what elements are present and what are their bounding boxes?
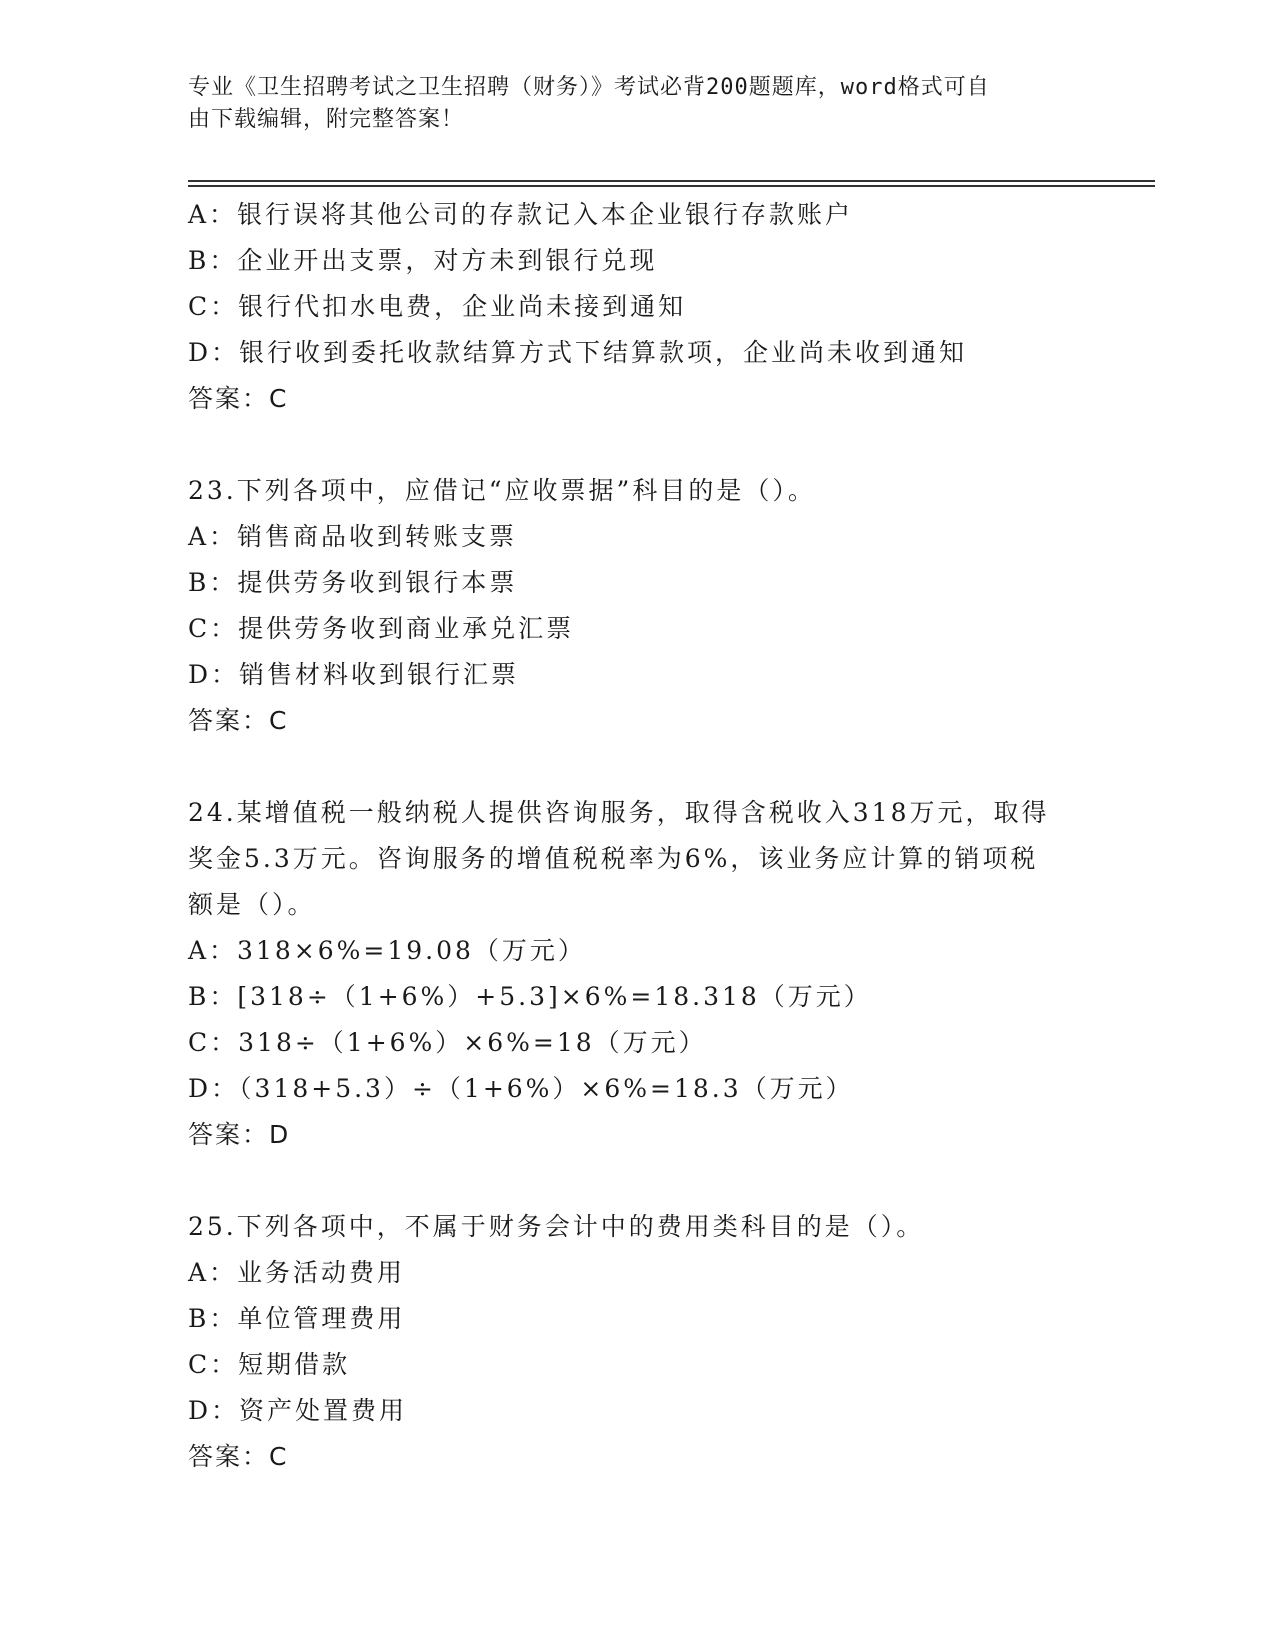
option-b: B：[318÷（1+6%）+5.3]×6%=18.318（万元）: [188, 982, 872, 1011]
option-b: B：单位管理费用: [188, 1304, 406, 1333]
header-divider-top: [188, 180, 1155, 182]
question-list: [188, 192, 1088, 1480]
question-22-continued: [188, 192, 1088, 422]
question-24: [188, 790, 1088, 1158]
spacer: [188, 422, 1088, 468]
option-c: C：短期借款: [188, 1350, 351, 1379]
option-a: A：318×6%=19.08（万元）: [188, 936, 586, 965]
question-25: [188, 1204, 1088, 1480]
question-stem: 23.下列各项中，应借记“应收票据”科目的是（）。: [188, 476, 816, 505]
option-d: D：资产处置费用: [188, 1396, 408, 1425]
spacer: [188, 1158, 1088, 1204]
header-line-1: 专业《卫生招聘考试之卫生招聘（财务）》考试必背200题题库，word格式可自: [188, 75, 990, 100]
question-stem: 25.下列各项中，不属于财务会计中的费用类科目的是（）。: [188, 1212, 925, 1241]
option-b: B：企业开出支票，对方未到银行兑现: [188, 246, 658, 275]
option-d: D：银行收到委托收款结算方式下结算款项，企业尚未收到通知: [188, 338, 968, 367]
question-stem-line-2: 奖金5.3万元。咨询服务的增值税税率为6%，该业务应计算的销项税: [188, 844, 1039, 873]
option-c: C：318÷（1+6%）×6%=18（万元）: [188, 1028, 707, 1057]
option-a: A：银行误将其他公司的存款记入本企业银行存款账户: [188, 200, 854, 229]
answer-label: 答案：D: [188, 1120, 291, 1149]
question-stem-line-3: 额是（）。: [188, 890, 316, 919]
option-b: B：提供劳务收到银行本票: [188, 568, 518, 597]
question-23: [188, 468, 1088, 744]
option-c: C：银行代扣水电费，企业尚未接到通知: [188, 292, 687, 321]
answer-label: 答案：C: [188, 1442, 289, 1471]
question-stem-line-1: 24.某增值税一般纳税人提供咨询服务，取得含税收入318万元，取得: [188, 798, 1050, 827]
option-d: D：（318+5.3）÷（1+6%）×6%=18.3（万元）: [188, 1074, 854, 1103]
option-c: C：提供劳务收到商业承兑汇票: [188, 614, 575, 643]
option-d: D：销售材料收到银行汇票: [188, 660, 520, 689]
answer-label: 答案：C: [188, 706, 289, 735]
header-divider-bottom: [188, 185, 1155, 187]
option-a: A：销售商品收到转账支票: [188, 522, 518, 551]
header-line-2: 由下载编辑，附完整答案！: [188, 107, 465, 132]
answer-label: 答案：C: [188, 384, 289, 413]
option-a: A：业务活动费用: [188, 1258, 406, 1287]
document-header: [188, 72, 1088, 136]
spacer: [188, 744, 1088, 790]
